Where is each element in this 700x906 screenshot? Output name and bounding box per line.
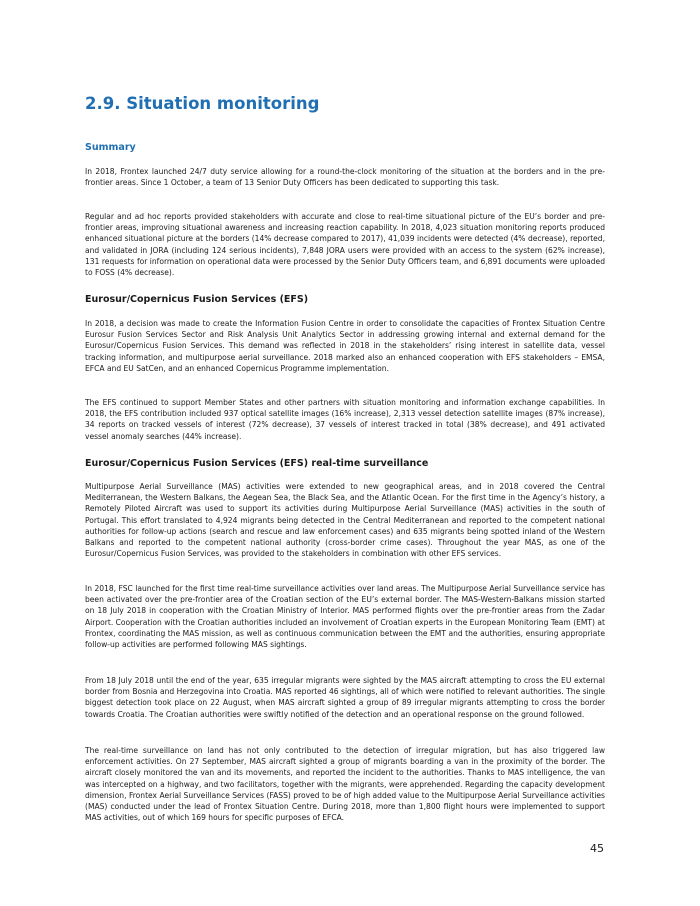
paragraph-law-enforcement: The real-time surveillance on land has not only contributed to the detection of irregular migration, but has also triggered law enforcement activities. On 27 September, MAS aircraft sighted a group of migrants boarding a van in the proximity of the border. The aircraft closely monitored the van and its movements, and reported the incident to the authorities. Thanks to MAS intelligence, the van was intercepted on a highway, and two facilitators, together with the migrants, were apprehended. Regarding the capacity development dimension, Frontex Aerial Surveillance Services (FASS) proved to be of high added value to the Multipurpose Aerial Surveillance activities (MAS) conducted under the lead of Frontex Situation Centre. During 2018, more than 1,800 flight hours were implemented to support MAS activities, out of which 169 hours for specific purposes of EFCA. [85,746,605,823]
paragraph-information-fusion-centre: In 2018, a decision was made to create the Information Fusion Centre in order to consolidate the capacities of Frontex Situation Centre Eurosur Fusion Services Sector and Risk Analysis Unit Analytics Sector in addressing growing internal and external demand for the Eurosur/Copernicus Fusion Services. This demand was reflected in 2018 in the stakeholders’ rising interest in satellite data, vessel tracking information, and multipurpose aerial surveillance. 2018 marked also an enhanced cooperation with EFS stakeholders – EMSA, EFCA and EU SatCen, and an enhanced Copernicus Programme implementation. [85,319,605,373]
section-title: 2.9. Situation monitoring [85,94,320,113]
paragraph-mas-activities: Multipurpose Aerial Surveillance (MAS) activities were extended to new geographical areas, and in 2018 covered the Central Mediterranean, the Western Balkans, the Aegean Sea, the Black Sea, and the Atlantic Ocean. For the first time in the Agency’s history, a Remotely Piloted Aircraft was used to support its activities during Multipurpose Aerial Surveillance (MAS) activities in the south of Portugal. This effort translated to 4,924 migrants being detected in the Central Mediterranean and reported to the competent national authorities for follow-up actions (search and rescue and law enforcement cases) and 635 migrants being spotted inland of the Western Balkans and reported to the competent national authority (cross-border crime cases). Throughout the year MAS, as one of the Eurosur/Copernicus Fusion Services, was provided to the stakeholders in combination with other EFS services. [85,482,605,559]
summary-heading: Summary [85,142,136,153]
page-number: 45 [590,842,604,855]
paragraph-land-surveillance: In 2018, FSC launched for the first time real-time surveillance activities over land areas. The Multipurpose Aerial Surveillance service has been activated over the pre-frontier area of the Croatian section of the EU’s external border. The MAS-Western-Balkans mission started on 18 July 2018 in cooperation with the Croatian Ministry of Interior. MAS performed flights over the pre-frontier areas from the Zadar Airport. Cooperation with the Croatian authorities included an involvement of Croatian experts in the European Monitoring Team (EMT) at Frontex, coordinating the MAS mission, as well as continuous communication between the EMT and the authorities, ensuring appropriate follow-up activities are performed following MAS sightings. [85,584,605,650]
paragraph-reports: Regular and ad hoc reports provided stakeholders with accurate and close to real-time situational picture of the EU’s border and pre-frontier areas, improving situational awareness and increasing reaction capability. In 2018, 4,023 situation monitoring reports produced enhanced situational picture at the borders (14% decrease compared to 2017), 41,039 incidents were detected (4% decrease), reported, and validated in JORA (including 124 serious incidents), 7,848 JORA users were provided with an access to the system (62% increase), 131 requests for information on operational data were processed by the Senior Duty Officers team, and 6,891 documents were uploaded to FOSS (4% decrease). [85,212,605,278]
heading-efs: Eurosur/Copernicus Fusion Services (EFS) [85,294,309,305]
paragraph-efs-contribution: The EFS continued to support Member States and other partners with situation monitoring and information exchange capabilities. In 2018, the EFS contribution included 937 optical satellite images (16% increase), 2,313 vessel detection satellite images (87% increase), 34 reports on tracked vessels of interest (72% decrease), 37 vessels of interest tracked in total (38% decrease), and 491 activated vessel anomaly searches (44% increase). [85,398,605,441]
paragraph-migrant-sightings: From 18 July 2018 until the end of the year, 635 irregular migrants were sighted by the MAS aircraft attempting to cross the EU external border from Bosnia and Herzegovina into Croatia. MAS reported 46 sightings, all of which were notified to relevant authorities. The single biggest detection took place on 22 August, when MAS aircraft sighted a group of 89 irregular migrants attempting to cross the border towards Croatia. The Croatian authorities were swiftly notified of the detection and an operational response on the ground followed. [85,676,605,719]
paragraph-intro: In 2018, Frontex launched 24/7 duty service allowing for a round-the-clock monitoring of the situation at the borders and in the pre-frontier areas. Since 1 October, a team of 13 Senior Duty Officers has been dedicated to supporting this task. [85,167,605,188]
heading-efs-realtime: Eurosur/Copernicus Fusion Services (EFS) real-time surveillance [85,458,429,469]
